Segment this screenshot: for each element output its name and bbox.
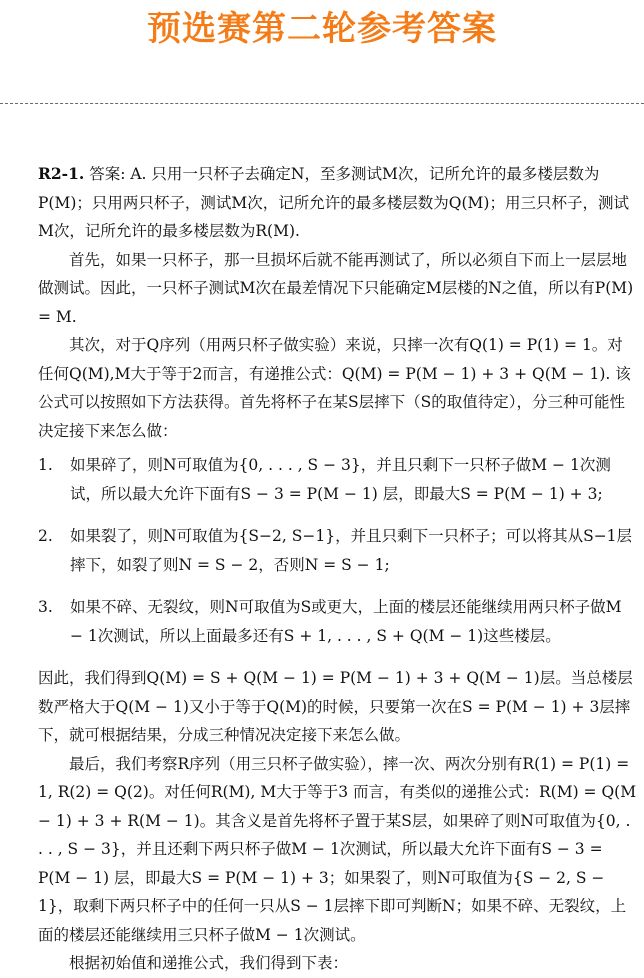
problem-label: R2-1. — [38, 164, 85, 183]
list-item-text: 如果不碎、无裂纹，则N可取值为S或更大，上面的楼层还能继续用两只杯子做M − 1次测试，所以上面最多还有S + 1, . . . , S + Q(M − 1)这些楼层。 — [70, 598, 622, 645]
list-item-number: 3. — [38, 598, 53, 616]
paragraph-table-intro: 根据初始值和递推公式，我们得到下表： — [69, 954, 349, 972]
intro-paragraph — [38, 160, 638, 246]
dashed-divider — [0, 103, 644, 104]
page-title: 预选赛第二轮参考答案 — [147, 9, 497, 49]
case-list — [38, 451, 638, 650]
list-item — [38, 593, 638, 650]
list-item — [38, 522, 638, 579]
paragraph-p-sequence: 首先，如果一只杯子，那一旦损坏后就不能再测试了，所以必须自下而上一层层地做测试。因此，一只杯子测试M次在最差情况下只能确定M层楼的N之值，所以有P(M) = M. — [38, 250, 634, 326]
list-item-number: 2. — [38, 527, 53, 545]
list-item-number: 1. — [38, 456, 53, 474]
answer-section — [38, 160, 638, 978]
paragraph-r-sequence: 最后，我们考察R序列（用三只杯子做实验），摔一次、两次分别有R(1) = P(1) = 1, R(2) = Q(2)。对任何R(M), M大于等于3 而言，有类似的递推公式：R(M) = Q(M − 1) + 3 + R(M − 1)。其含义是首先将杯子置于某S层，如果碎了则N可取值为{0, . . . , S − 3}，并且还剩下两只杯子做M − 1次测试，所以最大允许下面有S − 3 = P(M − 1) 层，即最大S = P(M − 1) + 3；如果裂了，则N可取值为{S − 2, S − 1}，取剩下两只杯子中的任何一只从S − 1层摔下即可判断N；如果不碎、无裂纹，上面的楼层还能继续用三只杯子做M − 1次测试。 — [38, 754, 637, 944]
intro-text: 答案: A. 只用一只杯子去确定N，至多测试M次，记所允许的最多楼层数为P(M)；只用两只杯子，测试M次，记所允许的最多楼层数为Q(M)；用三只杯子，测试M次，记所允许的最多楼层数为R(M). — [38, 165, 629, 240]
paragraph-conclusion: 因此，我们得到Q(M) = S + Q(M − 1) = P(M − 1) + 3 + Q(M − 1)层。当总楼层数严格大于Q(M − 1)又小于等于Q(M)的时候，只要第一次在S = P(M − 1) + 3层摔下，就可根据结果，分成三种情况决定接下来怎么做。 — [38, 669, 633, 744]
paragraph-q-sequence: 其次，对于Q序列（用两只杯子做实验）来说，只摔一次有Q(1) = P(1) = 1。对任何Q(M),M大于等于2而言，有递推公式：Q(M) = P(M − 1) + 3 + Q(M − 1). 该公式可以按照如下方法获得。首先将杯子在某S层摔下（S的取值待定），分三种可能性决定接下来怎么做： — [38, 336, 631, 440]
list-item-text: 如果裂了，则N可取值为{S−2, S−1}，并且只剩下一只杯子；可以将其从S−1层摔下，如裂了则N = S − 2，否则N = S − 1; — [70, 527, 633, 574]
list-item-text: 如果碎了，则N可取值为{0, . . . , S − 3}，并且只剩下一只杯子做M − 1次测试，所以最大允许下面有S − 3 = P(M − 1) 层，即最大S = P(M − 1) + 3; — [70, 456, 611, 503]
list-item — [38, 451, 638, 508]
